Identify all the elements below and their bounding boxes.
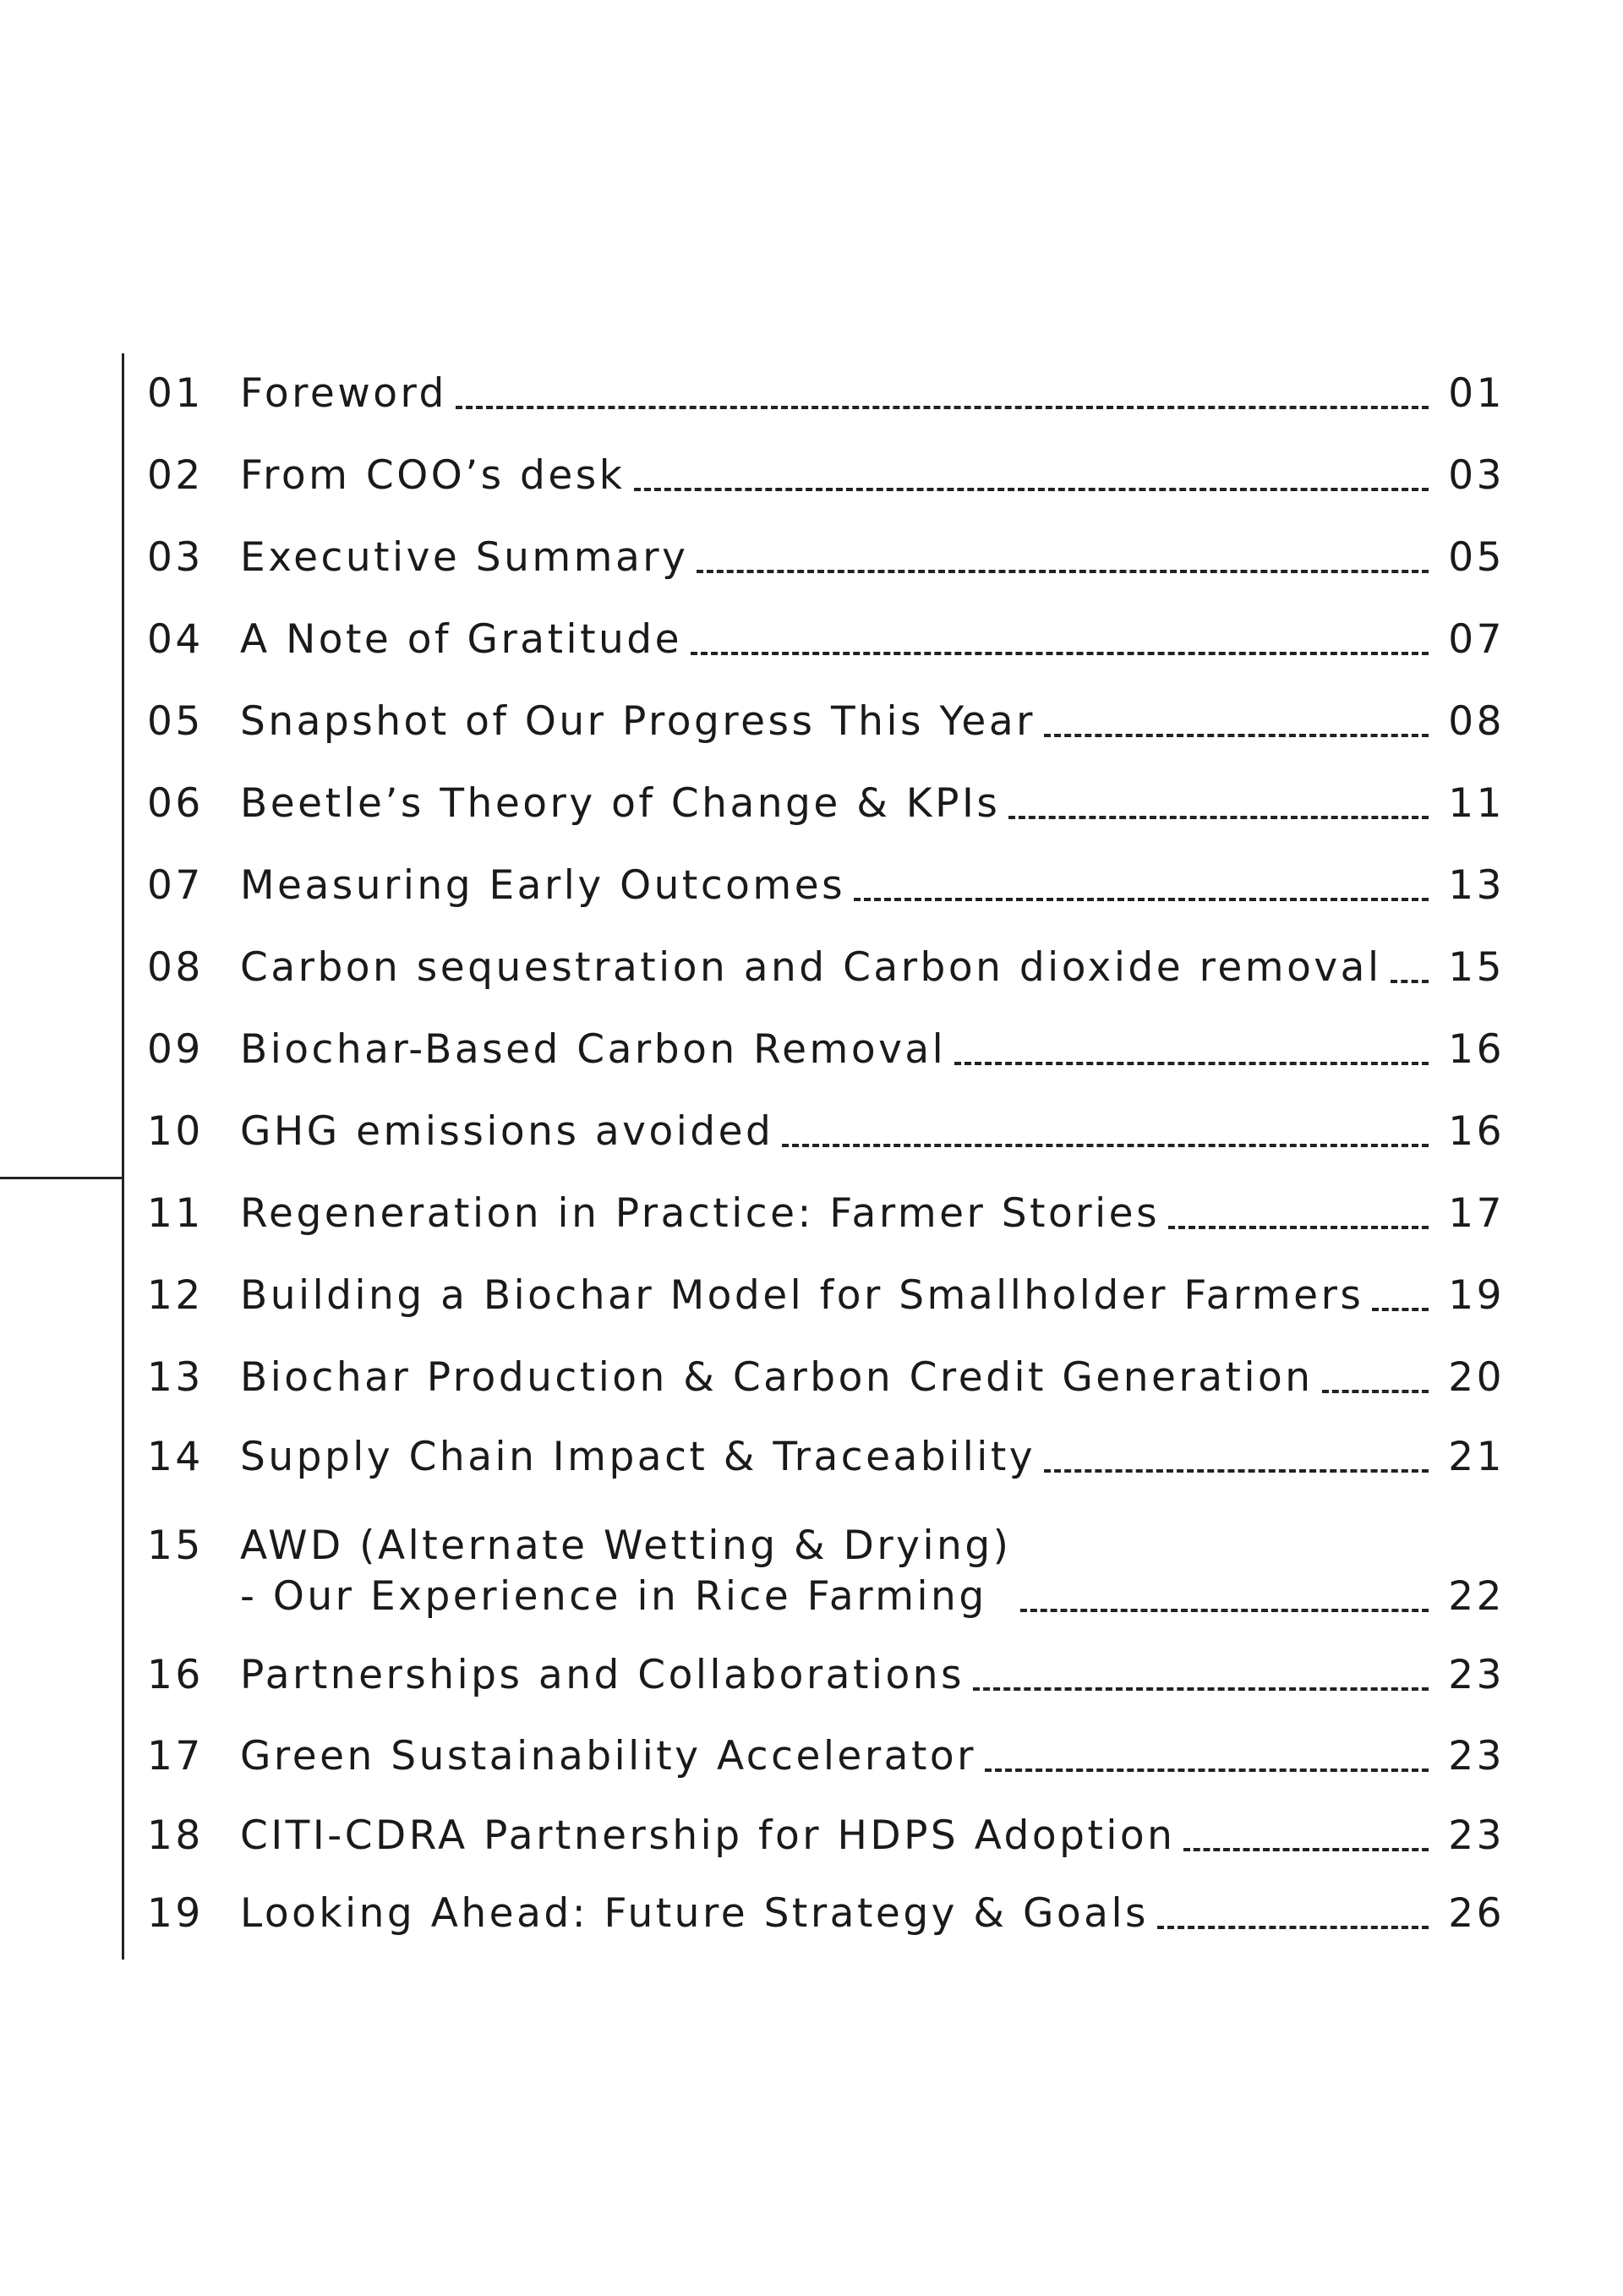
toc-entry-number: 19 <box>147 1890 204 1937</box>
toc-entry-title: A Note of Gratitude <box>240 616 683 663</box>
toc-dot-leader <box>985 1768 1429 1772</box>
toc-entry-number: 13 <box>147 1354 204 1401</box>
toc-dot-leader <box>1044 734 1429 737</box>
toc-entry-number: 16 <box>147 1652 204 1698</box>
toc-entry-number: 18 <box>147 1812 204 1859</box>
toc-entry-title: Carbon sequestration and Carbon dioxide removal <box>240 944 1382 991</box>
toc-entry-14[interactable] <box>147 1432 1505 1483</box>
toc-entry-title: From COO’s desk <box>240 452 626 499</box>
toc-entry-page: 03 <box>1448 452 1505 499</box>
toc-entry-number: 14 <box>147 1434 204 1480</box>
toc-entry-page: 15 <box>1448 944 1505 991</box>
toc-dot-leader <box>1322 1390 1429 1393</box>
toc-entry-title: Executive Summary <box>240 534 689 581</box>
toc-entry-13[interactable] <box>147 1353 1505 1403</box>
toc-dot-leader <box>1157 1926 1429 1929</box>
toc-entry-07[interactable] <box>147 861 1505 911</box>
toc-entry-06[interactable] <box>147 779 1505 829</box>
toc-horizontal-rule <box>0 1177 123 1179</box>
toc-entry-page: 08 <box>1448 698 1505 745</box>
toc-entry-number: 11 <box>147 1190 204 1237</box>
toc-entry-page: 22 <box>1448 1573 1505 1620</box>
toc-entry-page: 11 <box>1448 780 1505 827</box>
toc-dot-leader <box>1020 1609 1429 1612</box>
toc-entry-02[interactable] <box>147 451 1505 501</box>
toc-dot-leader <box>691 652 1429 655</box>
toc-dot-leader <box>1391 980 1429 983</box>
toc-entry-page: 07 <box>1448 616 1505 663</box>
toc-entry-page: 13 <box>1448 862 1505 909</box>
toc-entry-number: 03 <box>147 534 204 581</box>
toc-entry-page: 23 <box>1448 1652 1505 1698</box>
toc-entry-number: 07 <box>147 862 204 909</box>
toc-entry-page: 23 <box>1448 1812 1505 1859</box>
toc-entry-17[interactable] <box>147 1731 1505 1782</box>
toc-entry-08[interactable] <box>147 943 1505 993</box>
table-of-contents <box>147 0 1505 2296</box>
toc-entry-number: 04 <box>147 616 204 663</box>
toc-entry-number: 10 <box>147 1108 204 1155</box>
toc-entry-title <box>240 1521 1012 1622</box>
toc-entry-15[interactable] <box>147 1521 1505 1622</box>
toc-dot-leader <box>954 1062 1429 1065</box>
toc-entry-16[interactable] <box>147 1650 1505 1701</box>
toc-dot-leader <box>1008 816 1429 819</box>
toc-entry-number: 08 <box>147 944 204 991</box>
toc-entry-12[interactable] <box>147 1271 1505 1321</box>
toc-dot-leader <box>973 1687 1429 1691</box>
toc-entry-title-line2: - Our Experience in Rice Farming <box>240 1573 987 1620</box>
toc-entry-page: 17 <box>1448 1190 1505 1237</box>
toc-entry-11[interactable] <box>147 1189 1505 1239</box>
toc-dot-leader <box>634 488 1429 491</box>
toc-entry-title-line1: AWD (Alternate Wetting & Drying) <box>240 1522 1012 1569</box>
toc-entry-title: Beetle’s Theory of Change & KPIs <box>240 780 1001 827</box>
toc-entry-title: Regeneration in Practice: Farmer Stories <box>240 1190 1161 1237</box>
toc-dot-leader <box>1372 1308 1429 1311</box>
toc-entry-title: Partnerships and Collaborations <box>240 1652 965 1698</box>
toc-entry-number: 17 <box>147 1733 204 1779</box>
toc-entry-page: 26 <box>1448 1890 1505 1937</box>
toc-entry-01[interactable] <box>147 369 1505 419</box>
toc-dot-leader <box>1044 1469 1429 1473</box>
toc-dot-leader <box>1168 1226 1429 1229</box>
toc-entry-number: 09 <box>147 1026 204 1073</box>
toc-entry-page: 23 <box>1448 1733 1505 1779</box>
toc-entry-title: Biochar Production & Carbon Credit Generation <box>240 1354 1314 1401</box>
toc-entry-page: 01 <box>1448 370 1505 417</box>
toc-entry-04[interactable] <box>147 615 1505 665</box>
toc-entry-title: Supply Chain Impact & Traceability <box>240 1434 1036 1480</box>
toc-entry-title: Green Sustainability Accelerator <box>240 1733 976 1779</box>
toc-dot-leader <box>697 570 1429 573</box>
toc-entry-page: 16 <box>1448 1026 1505 1073</box>
toc-entry-number: 02 <box>147 452 204 499</box>
toc-entry-page: 16 <box>1448 1108 1505 1155</box>
toc-entry-page: 05 <box>1448 534 1505 581</box>
toc-entry-number: 15 <box>147 1522 204 1569</box>
toc-entry-page: 21 <box>1448 1434 1505 1480</box>
toc-entry-18[interactable] <box>147 1811 1505 1861</box>
toc-entry-number: 12 <box>147 1272 204 1319</box>
toc-entry-09[interactable] <box>147 1025 1505 1075</box>
toc-entry-title: Measuring Early Outcomes <box>240 862 846 909</box>
toc-dot-leader <box>854 898 1429 901</box>
toc-entry-03[interactable] <box>147 533 1505 583</box>
toc-dot-leader <box>1183 1848 1429 1851</box>
toc-entry-page: 19 <box>1448 1272 1505 1319</box>
toc-entry-19[interactable] <box>147 1889 1505 1939</box>
toc-entry-05[interactable] <box>147 697 1505 747</box>
toc-dot-leader <box>456 406 1429 409</box>
toc-entry-page: 20 <box>1448 1354 1505 1401</box>
toc-entry-number: 01 <box>147 370 204 417</box>
toc-entry-title: CITI-CDRA Partnership for HDPS Adoption <box>240 1812 1176 1859</box>
toc-entry-title: Looking Ahead: Future Strategy & Goals <box>240 1890 1150 1937</box>
toc-entry-number: 05 <box>147 698 204 745</box>
toc-entry-number: 06 <box>147 780 204 827</box>
toc-entry-title: Snapshot of Our Progress This Year <box>240 698 1036 745</box>
toc-entry-title: Biochar-Based Carbon Removal <box>240 1026 947 1073</box>
toc-entry-10[interactable] <box>147 1107 1505 1157</box>
toc-dot-leader <box>782 1144 1429 1147</box>
toc-vertical-rule <box>122 353 124 1960</box>
toc-entry-title: Foreword <box>240 370 447 417</box>
toc-entry-title: Building a Biochar Model for Smallholder Farmers <box>240 1272 1364 1319</box>
toc-entry-title: GHG emissions avoided <box>240 1108 774 1155</box>
